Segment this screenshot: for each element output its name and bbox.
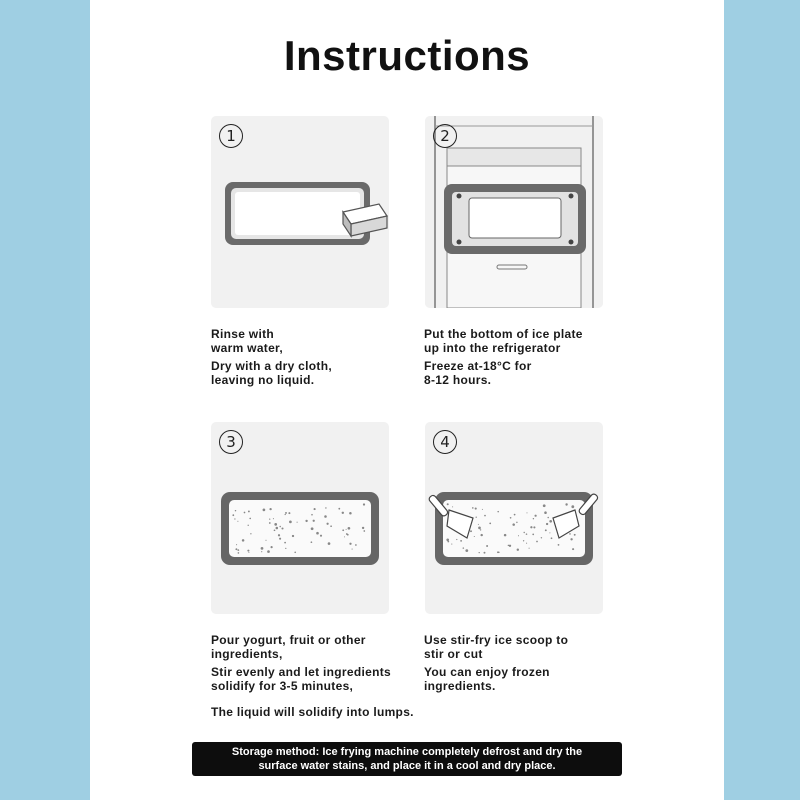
speckle	[244, 512, 246, 514]
speckle	[274, 523, 277, 526]
storage-method-banner	[192, 742, 622, 776]
speckle	[292, 535, 294, 537]
speckle	[460, 540, 462, 542]
speckle	[265, 540, 266, 541]
speckle	[269, 508, 271, 510]
speckle	[261, 547, 264, 550]
caption-line: Stir evenly and let ingredients	[211, 665, 392, 679]
speckle	[352, 549, 353, 550]
speckle	[574, 534, 576, 536]
speckle	[330, 525, 332, 527]
speckle	[279, 538, 281, 540]
speckle	[452, 506, 453, 507]
speckle	[478, 527, 481, 530]
speckle	[504, 534, 507, 537]
speckle	[313, 520, 315, 522]
speckle	[549, 520, 552, 523]
step-number-badge: 3	[219, 430, 243, 454]
instruction-sheet	[90, 0, 724, 800]
caption-line: stir or cut	[424, 647, 483, 661]
speckle	[530, 526, 532, 528]
speckle	[463, 547, 464, 548]
speckle	[362, 527, 364, 529]
speckle	[328, 542, 331, 545]
speckle	[532, 534, 534, 536]
caption-line: Pour yogurt, fruit or other	[211, 633, 366, 647]
speckle	[512, 523, 515, 526]
speckle	[451, 544, 452, 545]
speckle	[484, 515, 486, 517]
caption-line: Use stir-fry ice scoop to	[424, 633, 569, 647]
speckle	[480, 529, 481, 530]
speckle	[544, 511, 547, 514]
speckle	[248, 552, 249, 553]
speckle	[348, 527, 351, 530]
speckle	[248, 525, 249, 526]
speckle	[355, 544, 357, 546]
speckle	[486, 545, 488, 547]
speckle	[529, 548, 530, 549]
page-title: Instructions	[283, 32, 531, 79]
speckle	[271, 546, 273, 548]
speckle	[543, 504, 546, 507]
step-1-illustration	[211, 116, 389, 308]
step-1-caption	[211, 327, 332, 387]
speckle	[475, 508, 477, 510]
speckle	[489, 523, 491, 525]
speckle	[349, 543, 351, 545]
speckle	[326, 523, 328, 525]
speckle	[551, 537, 553, 539]
speckle	[284, 542, 286, 544]
step-2-illustration	[425, 116, 603, 308]
speckle	[237, 521, 238, 522]
speckle	[479, 552, 480, 553]
speckle	[533, 518, 534, 519]
caption-line: You can enjoy frozen	[424, 665, 550, 679]
speckle	[476, 517, 477, 518]
speckle	[288, 512, 290, 514]
speckle	[526, 533, 528, 535]
speckle	[547, 517, 549, 519]
speckle	[558, 544, 560, 546]
caption-line: 8-12 hours.	[424, 373, 492, 387]
speckle	[470, 530, 472, 532]
speckle	[363, 503, 365, 505]
speckle	[267, 550, 270, 553]
speckle	[344, 536, 345, 537]
speckle	[294, 551, 296, 553]
speckle	[342, 512, 344, 514]
speckle	[541, 537, 542, 538]
speckle	[273, 518, 274, 519]
speckle	[478, 524, 479, 525]
storage-line: surface water stains, and place it in a cool and dry place.	[258, 760, 556, 772]
speckle	[285, 548, 286, 549]
caption-line: up into the refrigerator	[424, 341, 561, 355]
caption-line: solidify for 3-5 minutes,	[211, 679, 354, 693]
speckle	[456, 539, 457, 540]
speckle	[533, 526, 535, 528]
caption-line: Dry with a dry cloth,	[211, 359, 332, 373]
speckle	[237, 549, 239, 551]
caption-line: ingredients,	[211, 647, 283, 661]
speckle	[518, 535, 519, 536]
speckle	[510, 517, 512, 519]
speckle	[349, 512, 352, 515]
speckle	[572, 548, 574, 550]
speckle	[481, 534, 483, 536]
speckle	[238, 552, 240, 554]
caption-line: Put the bottom of ice plate	[424, 327, 583, 341]
speckle	[535, 515, 537, 517]
speckle	[536, 541, 538, 543]
caption-line: ingredients.	[424, 679, 496, 693]
caption-line: warm water,	[211, 341, 284, 355]
caption-line: leaving no liquid.	[211, 373, 315, 387]
speckle	[248, 510, 250, 512]
speckle	[242, 539, 245, 542]
speckle	[235, 548, 237, 550]
speckle	[526, 512, 527, 513]
caption-line: Rinse with	[211, 327, 275, 341]
speckle	[236, 544, 237, 545]
speckle	[549, 532, 550, 533]
speckle	[509, 545, 511, 547]
speckle	[523, 540, 524, 541]
speckle	[276, 527, 279, 530]
speckle	[235, 510, 236, 511]
speckle	[316, 532, 319, 535]
speckle	[263, 509, 266, 512]
speckle	[325, 507, 326, 508]
speckle	[338, 508, 340, 510]
caption-line: Freeze at-18°C for	[424, 359, 532, 373]
speckle	[514, 514, 516, 516]
speckle	[347, 534, 349, 536]
speckle	[285, 514, 286, 515]
speckle	[516, 522, 517, 523]
speckle	[281, 527, 283, 529]
speckle	[249, 518, 251, 520]
speckle	[311, 514, 313, 516]
speckle	[472, 507, 474, 509]
speckle	[545, 529, 547, 531]
speckle	[305, 520, 307, 522]
speckle	[465, 549, 468, 552]
speckle	[497, 511, 499, 513]
speckle	[484, 552, 486, 554]
speckle	[247, 550, 249, 552]
speckle	[232, 514, 234, 516]
step-number-badge: 2	[433, 124, 457, 148]
step-3-illustration	[211, 422, 389, 614]
speckle	[297, 522, 298, 523]
speckle	[447, 503, 449, 505]
speckle	[324, 515, 327, 518]
speckle	[234, 518, 235, 519]
step-2-caption	[424, 327, 583, 387]
speckle	[274, 529, 276, 531]
speckle	[311, 527, 314, 530]
speckle	[474, 536, 475, 537]
speckle	[342, 529, 344, 531]
speckle	[446, 538, 449, 541]
speckle	[571, 505, 574, 508]
storage-line: Storage method: Ice frying machine completely defrost and dry the	[231, 746, 583, 758]
speckle	[269, 518, 270, 519]
speckle	[526, 543, 527, 544]
speckle	[517, 549, 519, 551]
speckle	[269, 522, 271, 524]
speckle	[546, 523, 548, 525]
speckle	[250, 533, 251, 534]
step-3-caption	[211, 633, 414, 719]
speckle	[482, 509, 483, 510]
step-4-caption	[424, 633, 568, 693]
speckle	[363, 530, 365, 532]
speckle	[278, 534, 280, 536]
speckle	[523, 532, 524, 533]
speckle	[261, 551, 262, 552]
step-number-badge: 4	[433, 430, 457, 454]
speckle	[569, 533, 571, 535]
speckle	[497, 551, 499, 553]
speckle	[570, 538, 572, 540]
speckle	[314, 508, 316, 510]
caption-line: The liquid will solidify into lumps.	[211, 705, 414, 719]
speckle	[279, 526, 281, 528]
speckle	[565, 503, 567, 505]
speckle	[289, 521, 292, 524]
step-number-badge: 1	[219, 124, 243, 148]
speckle	[346, 529, 347, 530]
speckle	[285, 512, 287, 514]
speckle	[311, 541, 313, 543]
step-4-illustration	[425, 422, 603, 614]
speckle	[320, 535, 322, 537]
